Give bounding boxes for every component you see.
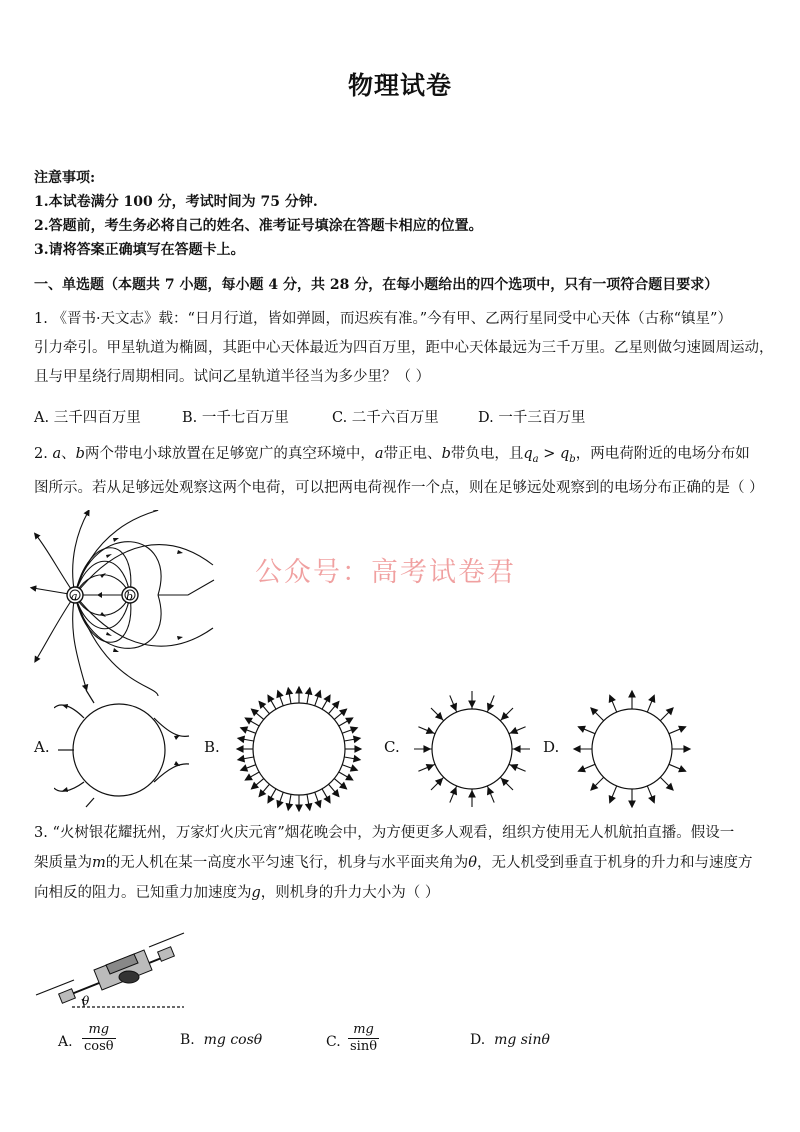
watermark: 公众号：高考试卷君	[255, 557, 516, 588]
q2-option-a[interactable]: A.	[34, 738, 50, 756]
page-title: 物理试卷	[347, 71, 452, 100]
question-1	[34, 305, 774, 392]
q2-option-d[interactable]: D.	[543, 738, 560, 756]
q1-option-b[interactable]: B. 一千七百万里	[182, 410, 289, 426]
q2-option-b-figure	[224, 684, 374, 814]
q3-line-3: 向相反的阻力。已知重力加速度为g，则机身的升力大小为（ ）	[34, 885, 440, 901]
q3-option-d[interactable]: D. mg sinθ	[470, 1032, 550, 1048]
q2-option-b[interactable]: B.	[204, 738, 220, 756]
q1-option-c[interactable]: C. 二千六百万里	[332, 410, 439, 426]
q1-line: 1. 《晋书·天文志》载：“日月行道，皆如弹圆，而迟疾有准。”今有甲、乙两行星同受中心天体（古称“镇星”）	[34, 311, 732, 327]
q3-line-1: 3. “火树银花耀抚州，万家灯火庆元宵”烟花晚会中，为方便更多人观看，组织方使用无人机航拍直播。假设一	[34, 825, 735, 841]
notes	[34, 166, 483, 262]
q1-line: 且与甲星绕行周期相同。试问乙星轨道半径当为多少里？（ ）	[34, 369, 431, 385]
question-3	[34, 818, 774, 908]
charge-a-label: a	[71, 590, 78, 603]
dipole-field-figure	[28, 510, 228, 700]
notes-item: 1.本试卷满分 100 分，考试时间为 75 分钟.	[34, 194, 318, 210]
q3-option-a[interactable]: A. $\frac{mg}{\cos\theta}$	[58, 1022, 114, 1054]
q3-option-b[interactable]: B. mg cosθ	[180, 1032, 263, 1048]
q1-line: 引力牵引。甲星轨道为椭圆，其距中心天体最近为四百万里，距中心天体最远为三千万里。乙星则做匀速圆周运动，	[34, 340, 774, 356]
q2-line-2: 图所示。若从足够远处观察这两个电荷，可以把两电荷视作一个点，则在足够远处观察到的电场分布正确的是（ ）	[34, 479, 764, 496]
question-2	[34, 440, 774, 503]
q1-option-a[interactable]: A. 三千四百万里	[34, 410, 141, 426]
q2-option-c[interactable]: C.	[384, 738, 400, 756]
q3-line-2: 架质量为m的无人机在某一高度水平匀速飞行，机身与水平面夹角为θ，无人机受到垂直于机身的升力和与速度方	[34, 855, 753, 871]
q2-option-a-figure	[54, 688, 194, 808]
q2-option-c-figure	[402, 684, 542, 814]
drone-figure	[34, 925, 194, 1020]
q1-option-d[interactable]: D. 一千三百万里	[478, 410, 586, 426]
q3-option-c[interactable]: C. $\frac{mg}{\sin\theta}$	[326, 1022, 378, 1054]
charge-b-label: b	[126, 590, 134, 603]
notes-item: 2.答题前，考生务必将自己的姓名、准考证号填涂在答题卡相应的位置。	[34, 218, 483, 234]
notes-item: 3.请将答案正确填写在答题卡上。	[34, 242, 245, 258]
section-heading: 一、单选题（本题共 7 小题，每小题 4 分，共 28 分，在每小题给出的四个选项中，只有一项符合题目要求）	[34, 277, 719, 293]
q2-line-1: 2. a、b两个带电小球放置在足够宽广的真空环境中，a带正电、b带负电，且$q_a > q_b$，两电荷附近的电场分布如	[34, 446, 750, 465]
q1-options	[34, 406, 774, 430]
angle-label: θ	[82, 994, 90, 1008]
q2-option-d-figure	[562, 684, 702, 814]
notes-heading: 注意事项:	[34, 170, 96, 186]
